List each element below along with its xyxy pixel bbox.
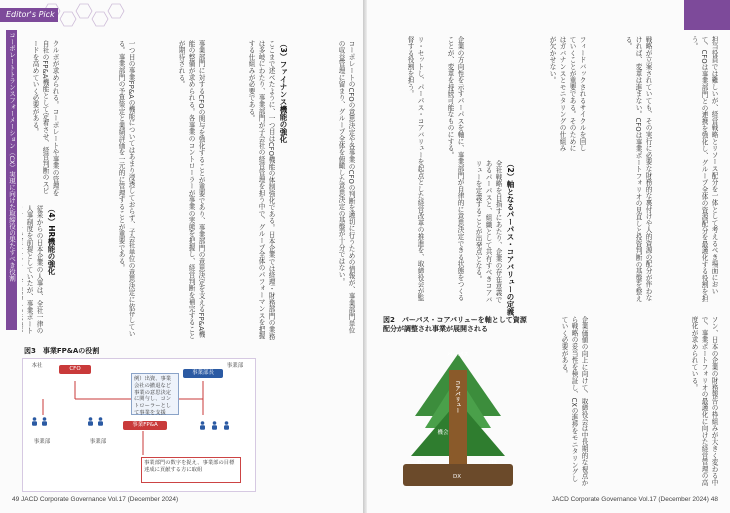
tree-top-label: パーパス [447, 352, 469, 358]
right-col-8: 企業価値の向上に向けて、取締役会は中長期的な視点から戦略の妥当性を検証し、CXの進捗をモニタリングしていく必要がある。 [560, 316, 588, 486]
person-icon [97, 417, 104, 426]
left-col-4: 一つ目の事業FP&Aの機能についてはあまり浸透しておらず、子会社単位の意思決定に依存している。事業部門の予算策定と業績評価を一元的に管理することが重要である。 [117, 40, 135, 338]
person-icon [41, 417, 48, 426]
team-label-1: 事業部 [33, 439, 51, 445]
left-col-1: コーポレートのCFOの意思決定や各事業のCFOの判断を適切に行うための情報が、事業部門単位の収益管理に留まり、グループ全体を俯瞰した意思決定の基盤が十分ではない。 [337, 40, 355, 334]
right-col-7: ソン、日本の企業の財務報告の枠組みが大きく変わる中で、事業ポートフォリオの最適化に向けた経営管理の高度化が求められている。 [690, 316, 718, 486]
right-col-3: フィードバックされるサイクルを回していくことが重要である。そのためにはガバナンスとモニタリングの仕組みが欠かせない。 [548, 36, 586, 152]
business-unit-label: 事業部 [226, 363, 244, 369]
figure-3-box [22, 358, 256, 492]
left-col-2: ここまで述べたように、一つ目はCFO機能の体制強化である。日本企業では経理・財務部門の業務は多岐にわたり、事業部門が子会社の経営管理を担う中で、グループ全体のパフォーマンスを把握する仕組みが必要である。 [247, 40, 275, 340]
right-page [367, 0, 730, 513]
fpa-node: 事業FP&A [123, 421, 167, 430]
left-page [0, 0, 364, 513]
figure-2-title: 図2 パーパス・コアバリューを軸として資源配分が調整され事業が展開される [383, 316, 527, 333]
figure-3-title: 図3 事業FP&Aの役割 [24, 347, 100, 355]
left-col-6: 従来からの日本企業の人事は、全社一律の人事制度を前提としていたが、事業ポート [25, 205, 43, 335]
right-col-1: 担当役員では難しいが、経営戦略とリソース配分を一体として考えるべき場面において、CFOは事業部門との連携を強化し、グループ全体の資源配分を最適化する役割を担う。 [690, 36, 718, 302]
person-icon [223, 421, 230, 430]
tree-left-label: Fin [417, 460, 425, 466]
person-icon [199, 421, 206, 430]
right-col-6: リ・セットし、パーパス・コアバリューを起点とした経営改革の推進を、取締役会が監督する役割を担う。 [406, 36, 424, 302]
right-heading-purpose: （2）軸となるパーパス・コアバリューの定義 [506, 160, 515, 316]
left-col-3: 事業部門に対するCFOの関与を強化することが重要であり、事業部門の意思決定を支えるFP&A機能の整備が求められる。各事業のコントローラーが事業の実態を把握し、経営判断を補完することが期待される。 [177, 40, 205, 340]
left-folio: 49 JACD Corporate Governance Vol.17 (December 2024) [12, 496, 179, 503]
side-band-title: コーポレートトランスフォーメーション（CX）実現に向けた取締役の果たすべき役割 [8, 32, 16, 282]
tree-mid-label: 機会 [437, 430, 449, 436]
right-folio: JACD Corporate Governance Vol.17 (December 2024) 48 [551, 496, 718, 503]
hq-label: 本社 [31, 363, 43, 369]
left-heading-hr: （4）HR機能の強化 [47, 205, 56, 275]
person-icon [211, 421, 218, 430]
left-col-5: クルボが求められる。コーポレートや事業の管理を自社のFP&A機能として定着させ、経営判断のスピードを高めていく必要がある。 [31, 40, 59, 197]
corner-decoration [684, 0, 730, 30]
right-col-4: 全社戦略を目指すにあたり、企業の存在意義であるパーパスと、組織として共有すべきコアバリューを定義することが出発点となる。 [474, 160, 502, 303]
team-label-2: 事業部 [89, 439, 107, 445]
person-icon [31, 417, 38, 426]
tree-trunk-label: コアバリュー [454, 380, 460, 413]
editors-pick-tab: Editor's Pick [0, 8, 58, 22]
right-col-2: 戦略が立案されていても、その実行に必要な財務的な裏付けや人的資源の配分が伴わなければ、変革は進まない。CFOは事業ポートフォリオの見直しと投資判断の基盤を整える。 [624, 36, 652, 302]
role-note: 例）出資、事業会社の撤退など事業の意思決定に関与し、コントローラーとして事業を支援 [131, 373, 179, 415]
cfo-node: CFO [59, 365, 91, 374]
tree-base-label: DX [452, 474, 461, 480]
tree-right-label: HR [489, 460, 497, 466]
bu-head-node: 事業部長 [183, 369, 223, 378]
right-col-5: 企業の方向性を示すパーパスを軸に、事業部門が自律的に意思決定できる状態をつくることが、変革を持続可能なものにする。 [446, 36, 464, 302]
fpa-callout: 事業部門の数字を捉え、事業部の目標達成に貢献する方に取組 [141, 457, 241, 483]
person-icon [87, 417, 94, 426]
left-heading-finance: （3）ファイナンス機能の強化 [279, 40, 288, 143]
